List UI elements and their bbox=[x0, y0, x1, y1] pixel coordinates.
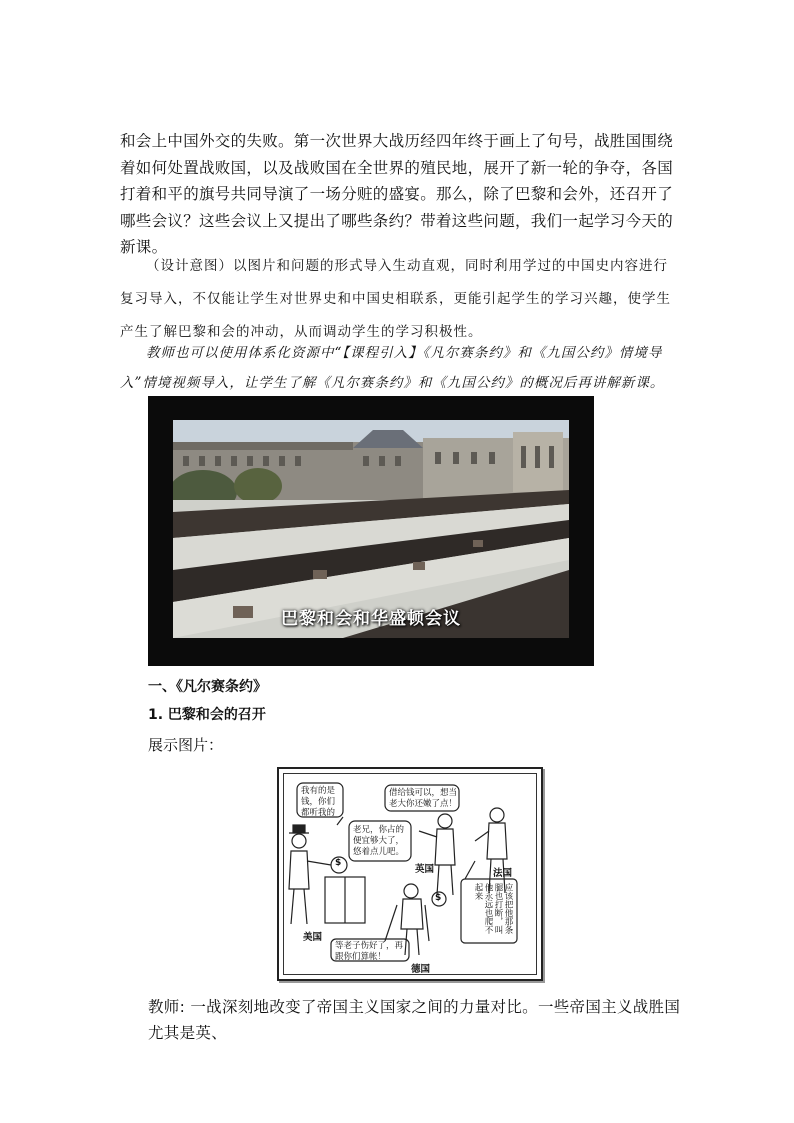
bubble-uk-2: 老兄，你占的便宜够大了，悠着点儿吧。 bbox=[353, 825, 405, 857]
label-germany: 德国 bbox=[411, 964, 431, 975]
section-heading: 一、《凡尔赛条约》 bbox=[148, 679, 267, 695]
label-uk: 英国 bbox=[415, 864, 435, 875]
bubble-france: 应该把他那条腿也打断，叫他永远也爬不起来 bbox=[473, 883, 513, 934]
label-usa: 美国 bbox=[303, 932, 323, 943]
video-image bbox=[173, 420, 569, 638]
political-cartoon bbox=[277, 767, 543, 981]
money-bag-icon: $ bbox=[335, 858, 342, 868]
bubble-usa: 我有的是钱，你们都听我的 bbox=[301, 786, 336, 818]
video-still[interactable] bbox=[148, 396, 594, 666]
teacher-paragraph: 教师: 一战深刻地改变了帝国主义国家之间的力量对比。一些帝国主义战胜国尤其是英、 bbox=[148, 998, 681, 1042]
label-france: 法国 bbox=[493, 868, 513, 879]
subsection-heading: 1. 巴黎和会的召开 bbox=[148, 707, 266, 723]
show-picture-label: 展示图片： bbox=[148, 736, 224, 754]
bubble-uk: 借给钱可以，想当老大你还嫩了点！ bbox=[389, 788, 458, 809]
money-bag-icon-2: $ bbox=[435, 893, 442, 903]
intro-paragraph: 和会上中国外交的失败。第一次世界大战历经四年终于画上了句号，战胜国围绕着如何处置战败国，以及战败国在全世界的殖民地，展开了新一轮的争夺，各国打着和平的旗号共同导演了一场分赃的盛宴。那么，除了巴黎和会外，还召开了哪些会议？这些会议上又提出了哪些条约？带着这些问题，我们一起学习今天的新课。 bbox=[120, 132, 674, 256]
teacher-note-paragraph: 教师也可以使用体系化资源中“【课程引入】《凡尔赛条约》和《九国公约》情境导入”情境视频导入，让学生了解《凡尔赛条约》和《九国公约》的概况后再讲解新课。 bbox=[120, 345, 665, 391]
bubble-germany: 等老子伤好了，再跟你们算帐！ bbox=[335, 941, 404, 962]
design-intent-paragraph: （设计意图）以图片和问题的形式导入生动直观，同时利用学过的中国史内容进行复习导入，不仅能让学生对世界史和中国史相联系，更能引起学生的学习兴趣，使学生产生了解巴黎和会的冲动，从而调动学生的学习积极性。 bbox=[120, 258, 671, 340]
video-caption: 巴黎和会和华盛顿会议 bbox=[281, 609, 461, 629]
